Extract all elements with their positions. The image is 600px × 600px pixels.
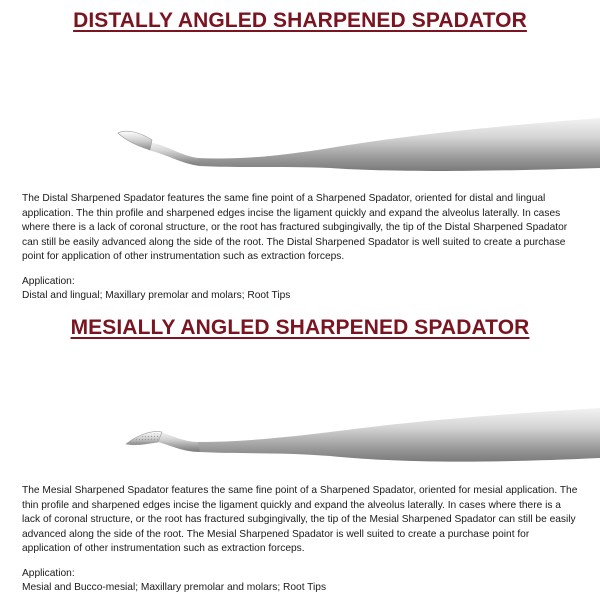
mesial-description: The Mesial Sharpened Spadator features the same fine point of a Sharpened Spadator, oriented for mesial application. The thin profile and sharpened edges incise the ligament quickly and expand the alveolus laterally. In cases where there is a lack of coronal structure, or the root has fractured subgingivally, the tip of the Mesial Sharpened Spadator can still be easily advanced along the side of the root. The Mesial Sharpened Spadator is well suited to create a purchase point for application of other instrumentation such as extraction forceps. — [22, 485, 578, 555]
distal-application-value: Distal and lingual; Maxillary premolar and molars; Root Tips — [22, 290, 291, 301]
distal-description: The Distal Sharpened Spadator features the same fine point of a Sharpened Spadator, oriented for distal and lingual application. The thin profile and sharpened edges incise the ligament quickly and expand the alveolus laterally. In cases where there is a lack of coronal structure, or the root has fractured subgingivally, the tip of the Distal Sharpened Spadator can still be easily advanced along the side of the root. The Distal Sharpened Spadator is well suited to create a purchase point for application of other instrumentation such as extraction forceps. — [22, 193, 568, 263]
mesial-spadator-image — [0, 402, 600, 492]
distal-shaft — [196, 118, 600, 171]
mesial-application-label: Application: — [22, 568, 75, 579]
mesial-section-title: MESIALLY ANGLED SHARPENED SPADATOR — [70, 316, 530, 339]
distal-application-label: Application: — [22, 276, 75, 287]
distal-spadator-image — [0, 112, 600, 202]
distal-neck — [148, 142, 200, 166]
mesial-neck — [158, 432, 200, 452]
distal-section-title: DISTALLY ANGLED SHARPENED SPADATOR — [73, 9, 527, 32]
distal-tip — [118, 131, 152, 150]
mesial-application-value: Mesial and Bucco-mesial; Maxillary premolar and molars; Root Tips — [22, 582, 327, 593]
mesial-shaft — [196, 408, 600, 462]
